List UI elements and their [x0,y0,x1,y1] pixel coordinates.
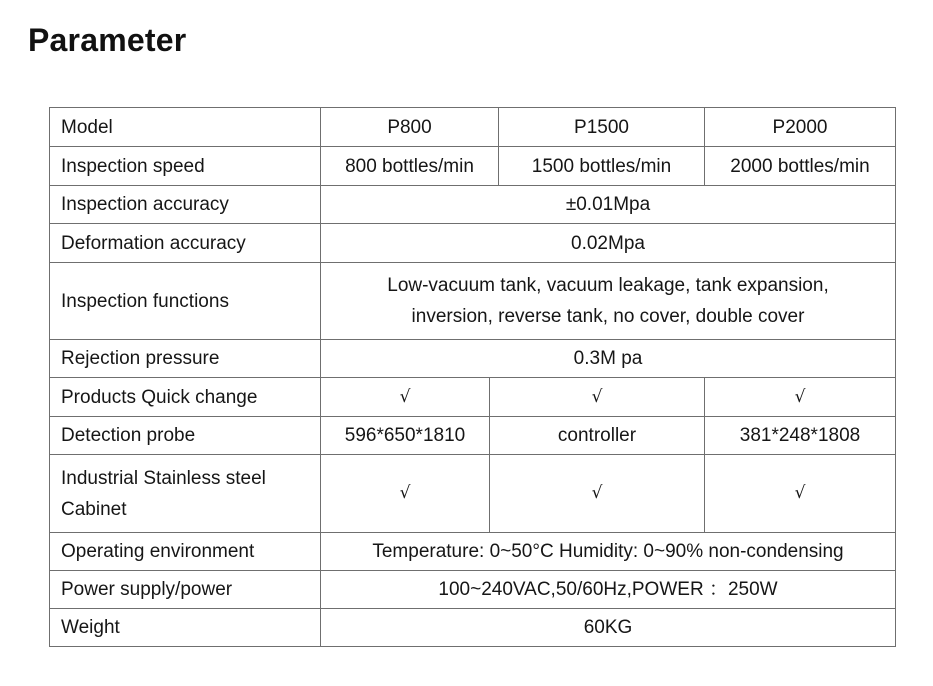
row-label-products-quick-change: Products Quick change [61,386,258,408]
stainless-cabinet-check-p2000: √ [794,483,806,503]
row-label-inspection-speed: Inspection speed [61,155,205,177]
stainless-cabinet-label-line-1: Industrial Stainless steel [61,467,266,489]
stainless-cabinet-check-p1500: √ [591,483,603,503]
inspection-speed-p2000: 2000 bottles/min [730,155,870,177]
row-label-model: Model [61,116,113,138]
weight-value: 60KG [583,617,633,638]
detection-probe-p2000: 381*248*1808 [739,425,861,446]
row-label-power-supply: Power supply/power [61,579,233,600]
row-label-stainless-cabinet [50,455,320,532]
parameter-table [49,107,896,647]
quick-change-check-p1500: √ [591,386,603,407]
page-title: Parameter [28,22,187,58]
row-label-operating-environment: Operating environment [61,541,255,562]
rejection-pressure-value: 0.3M pa [573,348,643,369]
quick-change-check-p800: √ [399,386,411,407]
model-p1500: P1500 [574,116,629,138]
inspection-functions-line-1: Low-vacuum tank, vacuum leakage, tank expansion, [387,275,829,296]
row-label-inspection-accuracy: Inspection accuracy [61,194,229,215]
stainless-cabinet-check-p800: √ [399,483,411,503]
inspection-speed-p1500: 1500 bottles/min [531,155,672,177]
stainless-cabinet-label-line-2: Cabinet [61,498,127,520]
inspection-accuracy-value: ±0.01Mpa [565,194,651,215]
model-p800: P800 [387,116,432,138]
operating-environment-value: Temperature: 0~50°C Humidity: 0~90% non-condensing [372,541,844,562]
model-p2000: P2000 [772,116,828,138]
detection-probe-p800: 596*650*1810 [344,425,466,446]
row-label-deformation-accuracy: Deformation accuracy [61,232,246,254]
detection-probe-p1500: controller [557,425,637,446]
quick-change-check-p2000: √ [794,386,806,407]
row-label-rejection-pressure: Rejection pressure [61,348,220,369]
deformation-accuracy-value: 0.02Mpa [571,232,645,254]
power-supply-value: 100~240VAC,50/60Hz,POWER ：250W [438,579,778,600]
row-label-inspection-functions: Inspection functions [61,290,229,312]
inspection-functions-line-2: inversion, reverse tank, no cover, double cover [411,306,805,327]
row-label-detection-probe: Detection probe [61,425,196,446]
inspection-functions-value [321,263,895,339]
row-label-weight: Weight [61,617,120,638]
inspection-speed-p800: 800 bottles/min [345,155,474,177]
